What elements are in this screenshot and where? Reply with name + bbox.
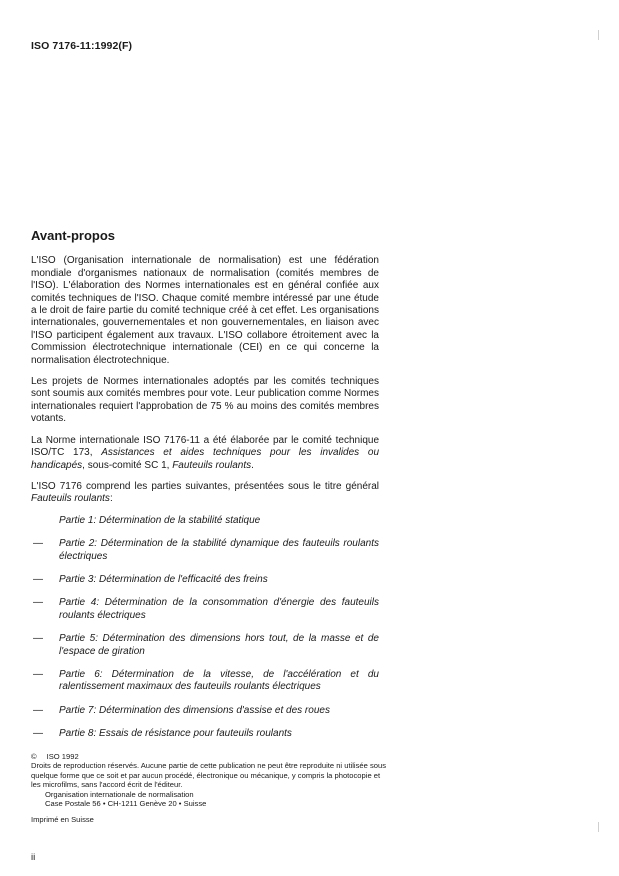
parts-intro-end: : (109, 493, 113, 505)
part-label: Partie 8: (59, 728, 97, 740)
parts-intro-text: L'ISO 7176 comprend les parties suivantes, présentées sous le titre général (31, 480, 379, 492)
part-title: Détermination des dimensions hors tout, de la masse et de l'espace de giration (59, 633, 379, 657)
foreword-paragraph-parts-intro (31, 481, 379, 506)
list-item (31, 538, 379, 563)
part-label: Partie 7: (59, 704, 97, 716)
list-item (31, 515, 379, 527)
elaboration-subcommittee-title: Fauteuils roulants (172, 459, 252, 471)
copyright-notice (31, 752, 391, 825)
part-title: Détermination de la stabilité statique (99, 514, 261, 526)
elaboration-text-2: , sous-comité SC 1, (82, 459, 173, 471)
copyright-line (31, 752, 391, 761)
part-label: Partie 6: (59, 668, 103, 680)
part-label: Partie 2: (59, 538, 98, 550)
list-dash: — (33, 633, 43, 645)
scan-edge-mark (598, 822, 599, 832)
list-item (31, 728, 379, 740)
standard-reference: ISO 7176-11:1992(F) (31, 40, 133, 52)
list-dash: — (33, 668, 43, 680)
list-dash: — (33, 538, 43, 550)
parts-list (31, 515, 379, 741)
list-item (31, 705, 379, 717)
foreword-paragraph-voting: Les projets de Normes internationales adoptés par les comités techniques sont soumis aux comités membres pour vote. Leur publication comme Normes internationales requiert l'approbation de 75 % au moins des comités membres votants. (31, 376, 379, 425)
scan-edge-mark (598, 30, 599, 40)
part-title: Détermination des dimensions d'assise et des roues (99, 704, 330, 716)
foreword-section (31, 230, 379, 752)
elaboration-text-1: La Norme internationale ISO 7176-11 a été élaborée par le comité technique ISO/TC 173, (31, 434, 379, 459)
page-number: ii (31, 852, 36, 863)
copyright-address: Case Postale 56 • CH-1211 Genève 20 • Suisse (45, 799, 207, 809)
copyright-rights: Droits de reproduction réservés. Aucune partie de cette publication ne peut être reproduite ni utilisée sous quelque forme que ce soit et par aucun procédé, électronique ou mécanique, y compris la photocopie et les microfilms, sans l'accord écrit de l'éditeur. (31, 761, 387, 790)
list-item (31, 574, 379, 586)
copyright-year: ISO 1992 (46, 752, 79, 761)
part-title: Détermination de la vitesse, de l'accélération et du ralentissement maximaux des fauteuils roulants électriques (59, 668, 379, 693)
elaboration-text-3: . (251, 459, 254, 471)
list-item (31, 597, 379, 622)
part-title: Détermination de l'efficacité des freins (99, 573, 268, 585)
part-label: Partie 3: (59, 573, 97, 585)
foreword-title: Avant-propos (31, 228, 116, 243)
part-title: Détermination de la stabilité dynamique des fauteuils roulants électriques (59, 538, 379, 562)
foreword-paragraph-iso: L'ISO (Organisation internationale de normalisation) est une fédération mondiale d'organismes nationaux de normalisation (comités membres de l'ISO). L'élaboration des Normes internationales est en général confiée aux comités techniques de l'ISO. Chaque comité membre intéressé par une étude a le droit de faire partie du comité technique créé à cet effet. Les organisations internationales, gouvernementales et non gouvernementales, en liaison avec l'ISO participent également aux travaux. L'ISO collabore étroitement avec la Commission électrotechnique internationale (CEI) en ce qui concerne la normalisation électrotechnique. (31, 255, 379, 366)
part-title: Détermination de la consommation d'énergie des fauteuils roulants électriques (59, 597, 380, 621)
parts-intro-general-title: Fauteuils roulants (31, 493, 110, 505)
list-item (31, 633, 379, 658)
copyright-organization: Organisation internationale de normalisation (45, 789, 194, 799)
elaboration-committee-title: Assistances et aides techniques pour les invalides ou handicapés (31, 447, 380, 471)
copyright-symbol: © (31, 752, 37, 761)
list-dash: — (33, 573, 43, 585)
list-dash: — (33, 597, 43, 609)
part-label: Partie 1: (59, 514, 97, 526)
printed-in: Imprimé en Suisse (31, 815, 94, 825)
foreword-paragraph-elaboration (31, 435, 379, 472)
list-dash: — (33, 728, 43, 740)
list-dash: — (33, 704, 43, 716)
part-label: Partie 4: (59, 597, 100, 609)
list-item (31, 669, 379, 694)
part-label: Partie 5: (59, 633, 98, 645)
part-title: Essais de résistance pour fauteuils roulants (99, 728, 292, 740)
